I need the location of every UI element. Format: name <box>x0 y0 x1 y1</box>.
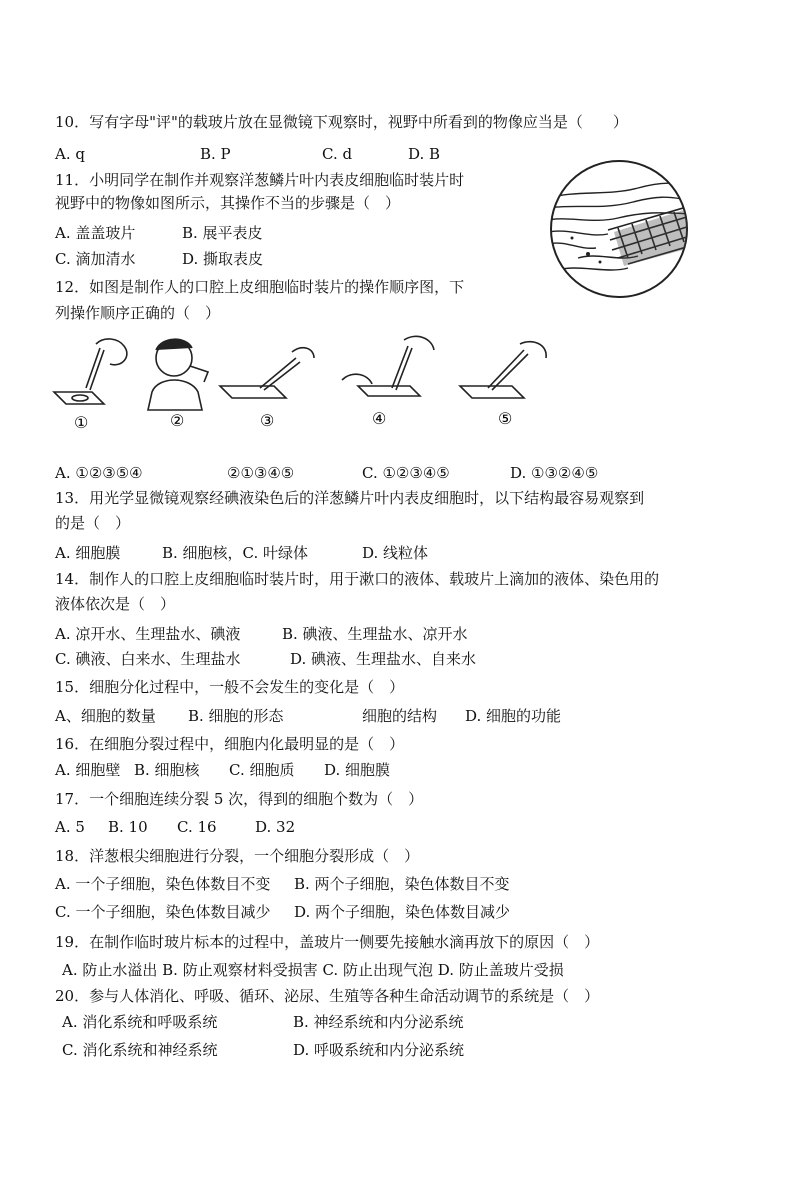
step-label-5: ⑤ <box>498 409 513 428</box>
q15-option-b: B. 细胞的形态 <box>188 707 284 725</box>
q18-option-c: C. 一个子细胞，染色体数目减少 <box>55 903 271 921</box>
q13-option-a: A. 细胞膜 <box>55 544 121 562</box>
q20-option-c: C. 消化系统和神经系统 <box>62 1041 218 1059</box>
q16-option-a: A. 细胞壁 <box>55 761 121 779</box>
q11-option-a: A. 盖盖玻片 <box>55 224 136 242</box>
q11-option-c: C. 滴加清水 <box>55 250 136 268</box>
q16-option-c: C. 细胞质 <box>229 761 295 779</box>
q12-option-b: ②①③④⑤ <box>227 464 295 482</box>
q11-stem-line1: 11．小明同学在制作并观察洋葱鳞片叶内表皮细胞临时装片时 <box>55 171 465 189</box>
q17-option-d: D. 32 <box>255 818 296 836</box>
q15-option-a: A、细胞的数量 <box>55 707 156 725</box>
q13-stem-line1: 13．用光学显微镜观察经碘液染色后的洋葱鳞片叶内表皮细胞时，以下结构最容易观察到 <box>55 489 645 507</box>
q10-stem: 10．写有字母"评"的载玻片放在显微镜下观察时，视野中所看到的物像应当是（ ） <box>55 113 628 131</box>
q18-option-a: A. 一个子细胞，染色体数目不变 <box>55 875 271 893</box>
q10-option-b: B. P <box>200 145 231 163</box>
q11-option-d: D. 撕取表皮 <box>182 250 264 268</box>
microscope-field-figure <box>548 158 690 300</box>
q17-option-b: B. 10 <box>108 818 148 836</box>
q17-option-c: C. 16 <box>177 818 217 836</box>
q13-option-d: D. 线粒体 <box>362 544 429 562</box>
q12-stem-line2: 列操作顺序正确的（ ） <box>55 304 221 322</box>
q14-stem-line2: 液体依次是（ ） <box>55 595 176 613</box>
q16-option-b: B. 细胞核 <box>134 761 200 779</box>
q20-stem: 20．参与人体消化、呼吸、循环、泌尿、生殖等各种生命活动调节的系统是（ ） <box>55 987 600 1005</box>
step-label-3: ③ <box>260 411 275 430</box>
q20-option-a: A. 消化系统和呼吸系统 <box>62 1013 218 1031</box>
q14-option-a: A. 凉开水、生理盐水、碘液 <box>55 625 241 643</box>
q13-option-bc: B. 细胞核，C. 叶绿体 <box>162 544 309 562</box>
q12-option-a: A. ①②③⑤④ <box>55 464 143 482</box>
step-label-4: ④ <box>372 409 387 428</box>
q10-option-c: C. d <box>322 145 353 163</box>
q20-option-d: D. 呼吸系统和内分泌系统 <box>293 1041 465 1059</box>
q16-stem: 16．在细胞分裂过程中，细胞内化最明显的是（ ） <box>55 735 405 753</box>
q16-option-d: D. 细胞膜 <box>324 761 391 779</box>
q18-stem: 18．洋葱根尖细胞进行分裂，一个细胞分裂形成（ ） <box>55 847 420 865</box>
q11-stem-line2: 视野中的物像如图所示，其操作不当的步骤是（ ） <box>55 194 401 212</box>
q10-option-d: D. B <box>408 145 441 163</box>
procedure-steps-figure <box>52 330 562 438</box>
q15-option-d: D. 细胞的功能 <box>465 707 562 725</box>
q14-option-b: B. 碘液、生理盐水、凉开水 <box>282 625 468 643</box>
q12-stem-line1: 12．如图是制作人的口腔上皮细胞临时装片的操作顺序图，下 <box>55 278 465 296</box>
q13-stem-line2: 的是（ ） <box>55 514 131 532</box>
step-label-2: ② <box>170 411 185 430</box>
q18-option-b: B. 两个子细胞，染色体数目不变 <box>294 875 510 893</box>
q17-option-a: A. 5 <box>55 818 85 836</box>
q12-option-d: D. ①③②④⑤ <box>510 464 599 482</box>
q19-stem: 19．在制作临时玻片标本的过程中，盖玻片一侧要先接触水滴再放下的原因（ ） <box>55 933 600 951</box>
q12-option-c: C. ①②③④⑤ <box>362 464 450 482</box>
q10-option-a: A. q <box>55 145 85 163</box>
q20-option-b: B. 神经系统和内分泌系统 <box>293 1013 464 1031</box>
q14-stem-line1: 14．制作人的口腔上皮细胞临时装片时，用于漱口的液体、载玻片上滴加的液体、染色用的 <box>55 570 660 588</box>
q11-option-b: B. 展平表皮 <box>182 224 263 242</box>
step-label-1: ① <box>74 413 89 432</box>
q14-option-d: D. 碘液、生理盐水、自来水 <box>290 650 477 668</box>
q15-option-c: 细胞的结构 <box>362 707 438 725</box>
q19-options: A. 防止水溢出 B. 防止观察材料受损害 C. 防止出现气泡 D. 防止盖玻片受损 <box>62 961 564 979</box>
q14-option-c: C. 碘液、白来水、生理盐水 <box>55 650 241 668</box>
q17-stem: 17．一个细胞连续分裂 5 次，得到的细胞个数为（ ） <box>55 790 424 808</box>
q18-option-d: D. 两个子细胞，染色体数目减少 <box>294 903 511 921</box>
q15-stem: 15．细胞分化过程中，一般不会发生的变化是（ ） <box>55 678 405 696</box>
